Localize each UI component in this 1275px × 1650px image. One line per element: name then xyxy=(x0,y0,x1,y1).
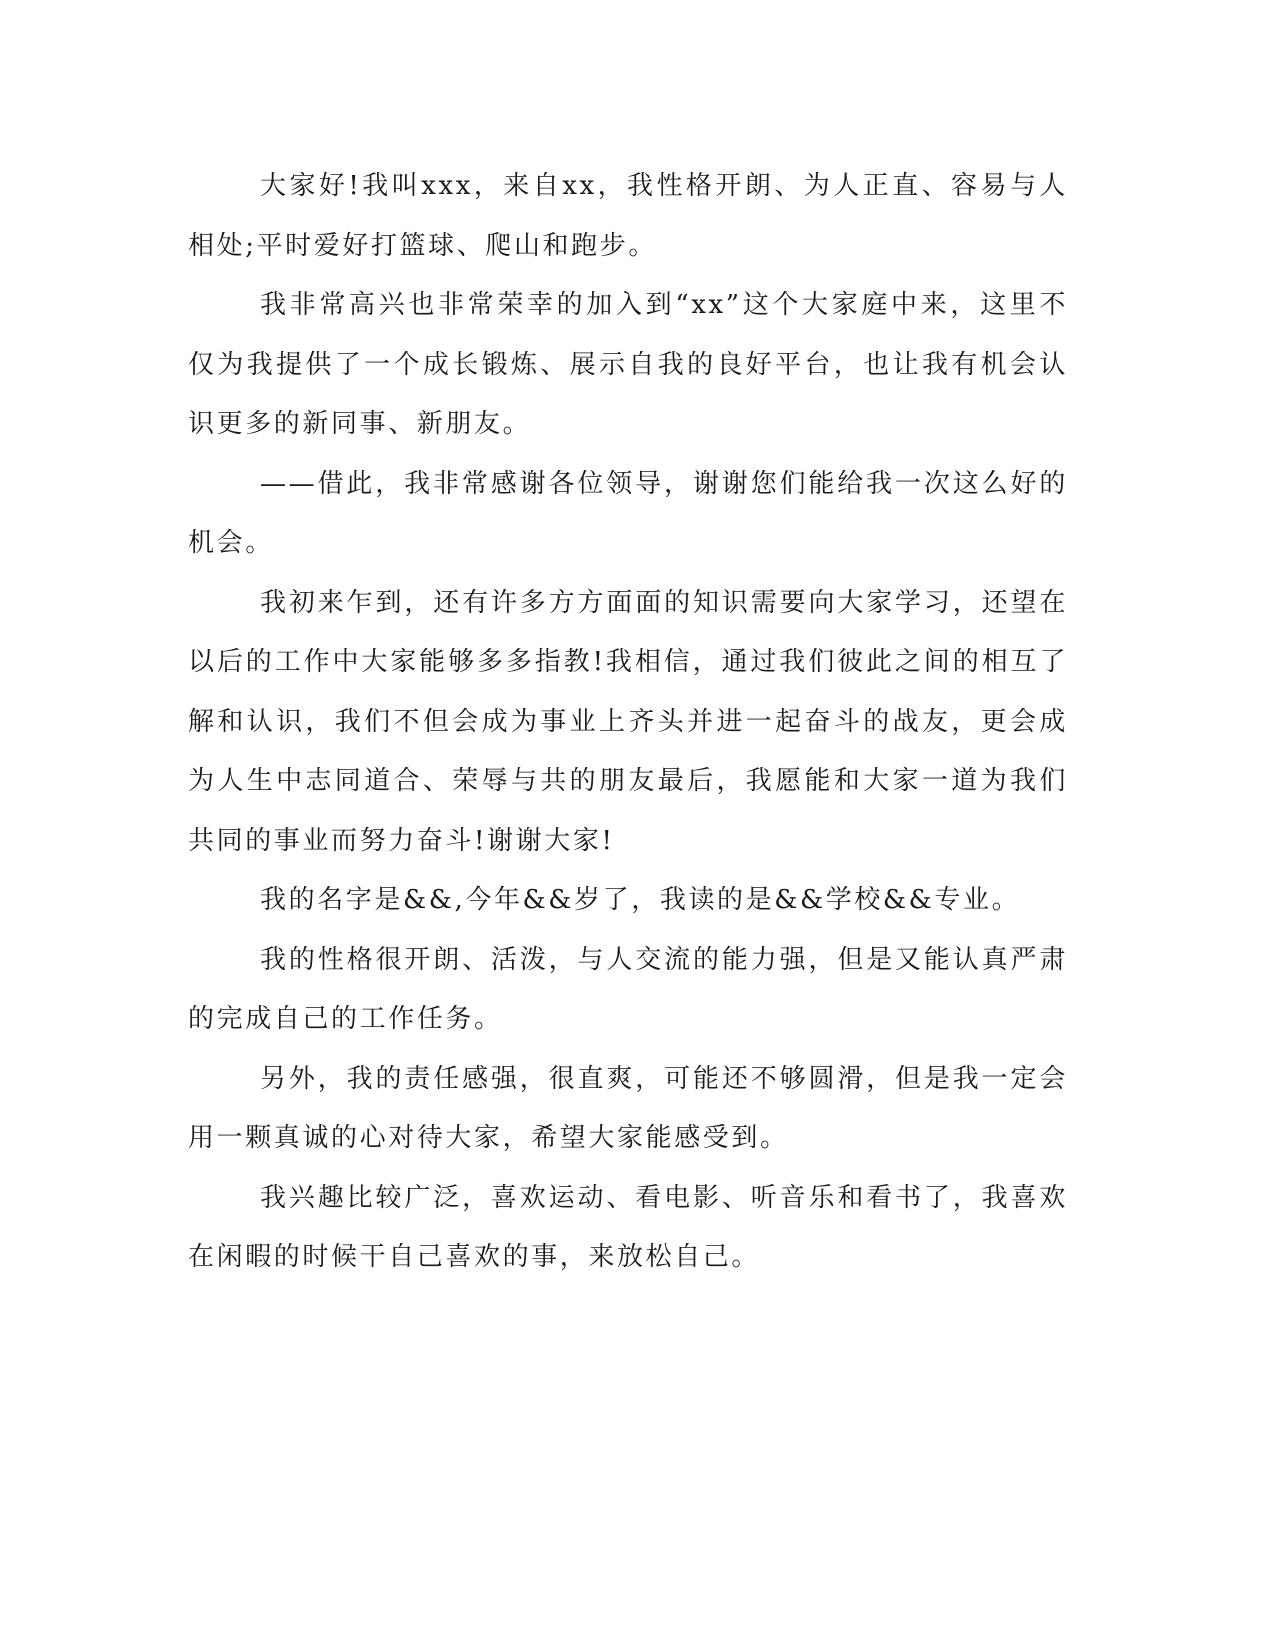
paragraph-3: ——借此，我非常感谢各位领导，谢谢您们能给我一次这么好的机会。 xyxy=(188,468,1068,558)
paragraph-2: 我非常高兴也非常荣幸的加入到“xx”这个大家庭中来，这里不仅为我提供了一个成长锻炼、展示自我的良好平台，也让我有机会认识更多的新同事、新朋友。 xyxy=(188,290,1068,439)
paragraph-1: 大家好!我叫xxx，来自xx，我性格开朗、为人正直、容易与人相处;平时爱好打篮球、爬山和跑步。 xyxy=(188,171,1068,261)
paragraph-7: 另外，我的责任感强，很直爽，可能还不够圆滑，但是我一定会用一颗真诚的心对待大家，希望大家能感受到。 xyxy=(188,1063,1068,1153)
paragraph-6: 我的性格很开朗、活泼，与人交流的能力强，但是又能认真严肃的完成自己的工作任务。 xyxy=(188,944,1068,1034)
paragraph-4: 我初来乍到，还有许多方方面面的知识需要向大家学习，还望在以后的工作中大家能够多多指教!我相信，通过我们彼此之间的相互了解和认识，我们不但会成为事业上齐头并进一起奋斗的战友，更会成为人生中志同道合、荣辱与共的朋友最后，我愿能和大家一道为我们共同的事业而努力奋斗!谢谢大家! xyxy=(188,587,1068,856)
paragraph-5: 我的名字是&&,今年&&岁了，我读的是&&学校&&专业。 xyxy=(260,885,1021,915)
paragraph-8: 我兴趣比较广泛，喜欢运动、看电影、听音乐和看书了，我喜欢在闲暇的时候干自己喜欢的事，来放松自己。 xyxy=(188,1182,1068,1272)
document-body xyxy=(188,157,1068,1288)
